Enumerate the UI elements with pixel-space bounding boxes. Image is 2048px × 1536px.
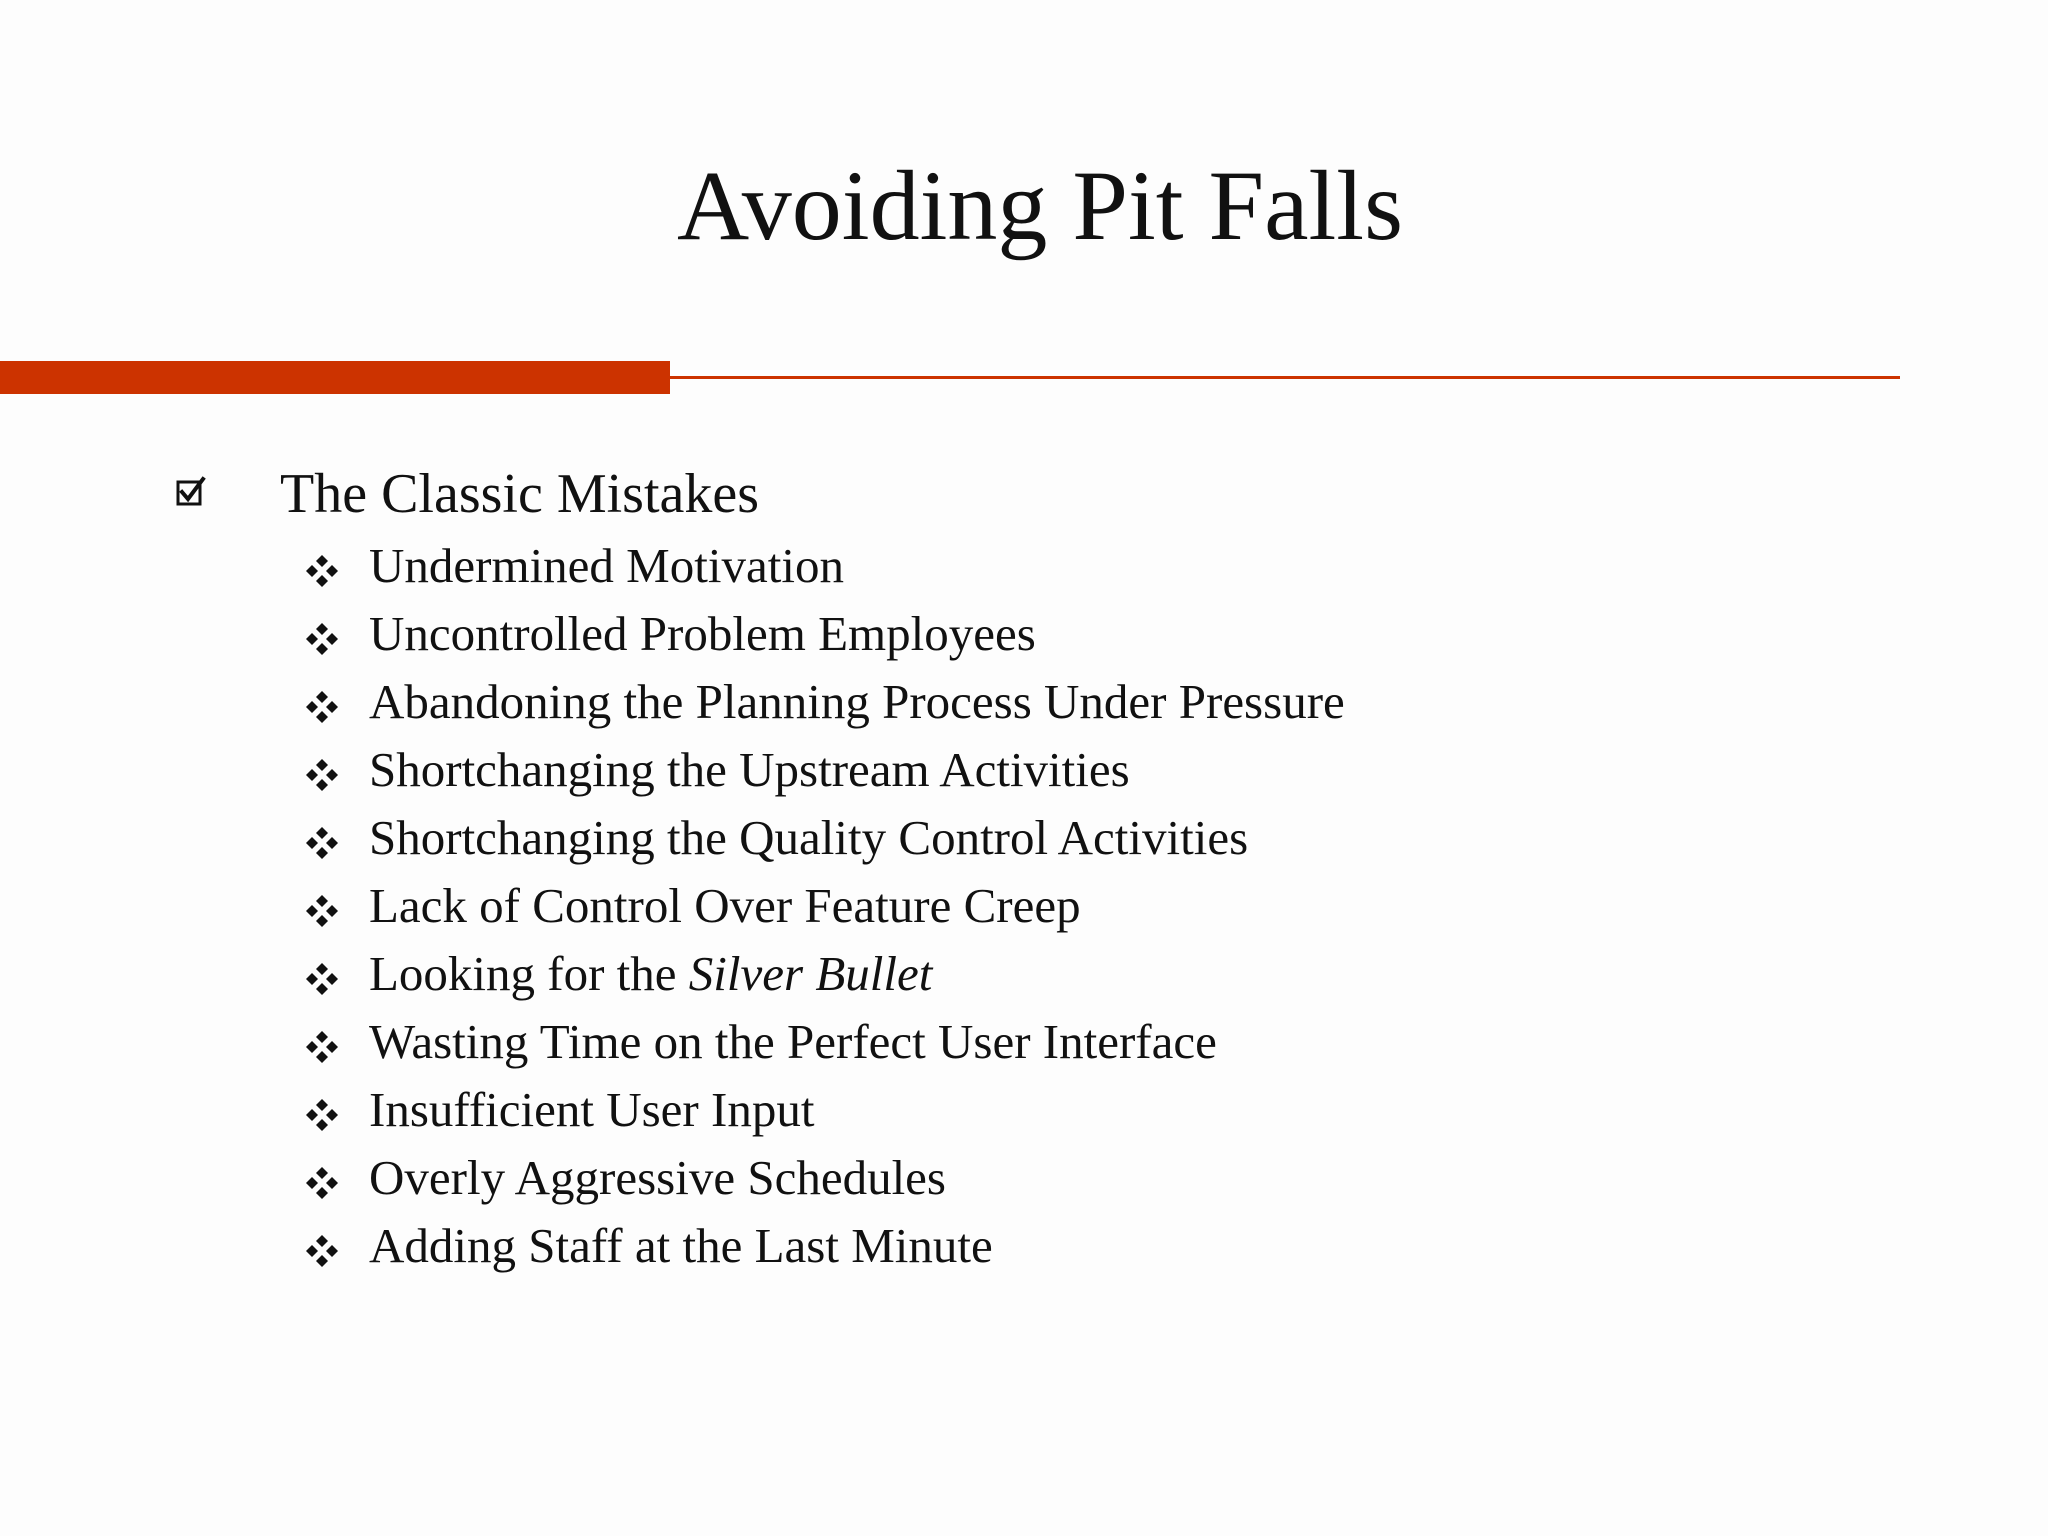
main-bullet xyxy=(0,454,1900,534)
checkbox-checked-icon xyxy=(176,476,206,506)
four-diamond-bullet-icon xyxy=(305,1030,339,1064)
sub-bullet-item xyxy=(0,668,1900,736)
sub-bullet-text xyxy=(369,1212,993,1280)
four-diamond-bullet-icon xyxy=(305,1098,339,1132)
sub-bullet-item xyxy=(0,600,1900,668)
sub-bullet-plain-text: Abandoning the Planning Process Under Pressure xyxy=(369,674,1345,729)
sub-bullet-text xyxy=(369,532,844,600)
sub-bullet-text xyxy=(369,1144,946,1212)
four-diamond-bullet-icon xyxy=(305,690,339,724)
four-diamond-bullet-icon xyxy=(305,1234,339,1268)
title-underline-thin xyxy=(670,376,1900,379)
sub-bullet-text xyxy=(369,1076,814,1144)
sub-bullet-plain-text: Shortchanging the Quality Control Activities xyxy=(369,810,1249,865)
main-bullet-text: The Classic Mistakes xyxy=(280,463,760,525)
sub-bullet-text xyxy=(369,1008,1217,1076)
sub-bullet-list xyxy=(0,532,1900,1280)
title-underline-thick xyxy=(0,361,670,394)
slide-title: Avoiding Pit Falls xyxy=(676,150,1404,261)
sub-bullet-plain-text: Uncontrolled Problem Employees xyxy=(369,606,1036,661)
sub-bullet-italic-text: Silver Bullet xyxy=(688,946,933,1001)
sub-bullet-item xyxy=(0,1144,1900,1212)
sub-bullet-item xyxy=(0,872,1900,940)
sub-bullet-plain-text: Looking for the xyxy=(369,946,689,1001)
sub-bullet-plain-text: Adding Staff at the Last Minute xyxy=(369,1218,993,1273)
sub-bullet-text xyxy=(369,736,1130,804)
sub-bullet-item xyxy=(0,1008,1900,1076)
four-diamond-bullet-icon xyxy=(305,894,339,928)
sub-bullet-item xyxy=(0,940,1900,1008)
sub-bullet-item xyxy=(0,804,1900,872)
sub-bullet-plain-text: Wasting Time on the Perfect User Interface xyxy=(369,1014,1217,1069)
four-diamond-bullet-icon xyxy=(305,554,339,588)
sub-bullet-plain-text: Insufficient User Input xyxy=(369,1082,815,1137)
sub-bullet-text xyxy=(369,600,1036,668)
sub-bullet-item xyxy=(0,736,1900,804)
four-diamond-bullet-icon xyxy=(305,622,339,656)
sub-bullet-item xyxy=(0,1076,1900,1144)
sub-bullet-text xyxy=(369,804,1248,872)
sub-bullet-plain-text: Undermined Motivation xyxy=(369,538,844,593)
four-diamond-bullet-icon xyxy=(305,962,339,996)
sub-bullet-text xyxy=(369,668,1345,736)
sub-bullet-plain-text: Shortchanging the Upstream Activities xyxy=(369,742,1130,797)
sub-bullet-text xyxy=(369,872,1081,940)
four-diamond-bullet-icon xyxy=(305,826,339,860)
sub-bullet-text xyxy=(369,940,932,1008)
sub-bullet-item xyxy=(0,532,1900,600)
sub-bullet-plain-text: Overly Aggressive Schedules xyxy=(369,1150,946,1205)
sub-bullet-plain-text: Lack of Control Over Feature Creep xyxy=(369,878,1081,933)
sub-bullet-item xyxy=(0,1212,1900,1280)
four-diamond-bullet-icon xyxy=(305,1166,339,1200)
four-diamond-bullet-icon xyxy=(305,758,339,792)
